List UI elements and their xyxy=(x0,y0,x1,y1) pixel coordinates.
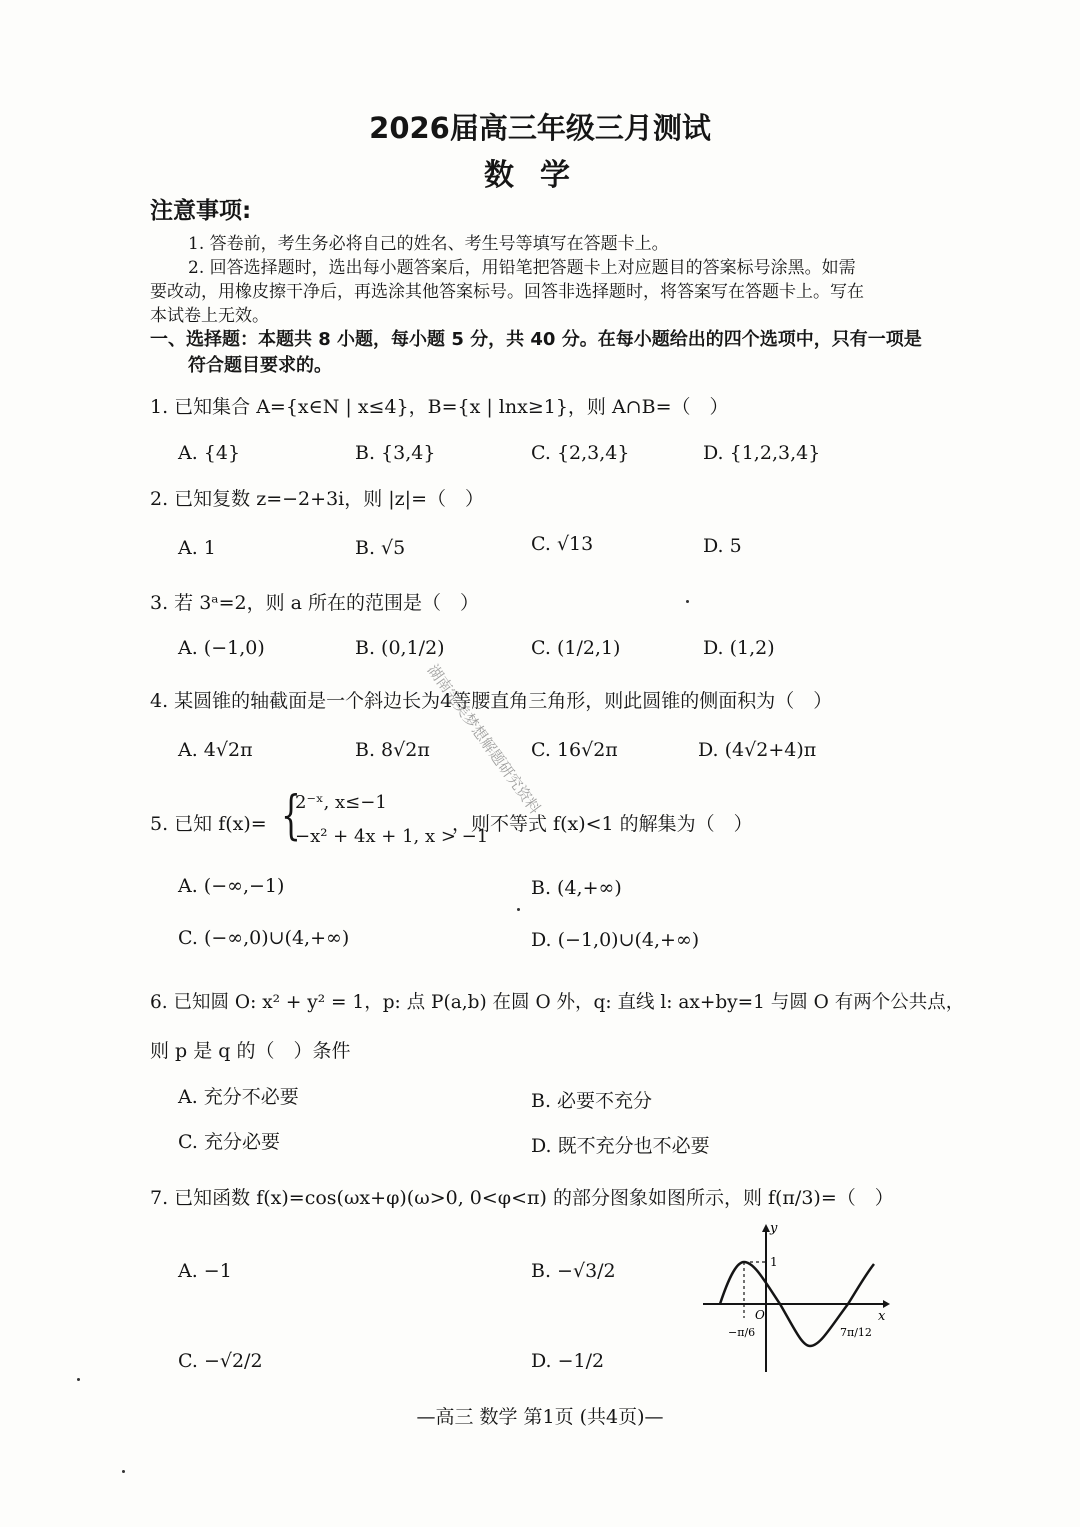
q4-option-d: D. (4√2+4)π xyxy=(698,739,817,761)
question-2-stem: 2. 已知复数 z=−2+3i，则 |z|=（ ） xyxy=(150,488,485,510)
notes-item-2-line-2: 要改动，用橡皮擦干净后，再选涂其他答案标号。回答非选择题时，将答案写在答题卡上。写在 xyxy=(150,282,864,302)
scan-speck xyxy=(686,600,689,603)
q1-option-a: A. {4} xyxy=(178,442,241,464)
q6-option-b: B. 必要不充分 xyxy=(531,1090,653,1112)
notes-item-1: 1. 答卷前，考生务必将自己的姓名、考生号等填写在答题卡上。 xyxy=(188,234,669,254)
scan-speck xyxy=(122,1470,125,1473)
question-6-stem-line-1: 6. 已知圆 O: x² + y² = 1，p: 点 P(a,b) 在圆 O 外，q: 直线 l: ax+by=1 与圆 O 有两个公共点， xyxy=(150,992,965,1013)
q6-option-d: D. 既不充分也不必要 xyxy=(531,1135,710,1157)
question-3-stem: 3. 若 3ᵃ=2，则 a 所在的范围是（ ） xyxy=(150,592,480,614)
q7-option-c: C. −√2/2 xyxy=(178,1350,263,1372)
q5-case-1: 2⁻ˣ, x≤−1 xyxy=(295,792,387,813)
y-axis-arrow xyxy=(762,1224,770,1232)
scan-speck xyxy=(77,1378,80,1381)
q1-option-c: C. {2,3,4} xyxy=(531,442,630,464)
q3-option-d: D. (1,2) xyxy=(703,637,775,659)
scan-speck xyxy=(517,908,520,911)
notes-item-2-line-1: 2. 回答选择题时，选出每小题答案后，用铅笔把答题卡上对应题目的答案标号涂黑。如需 xyxy=(188,258,856,278)
q5-option-a: A. (−∞,−1) xyxy=(178,875,285,897)
q3-option-c: C. (1/2,1) xyxy=(531,637,621,659)
q6-option-c: C. 充分必要 xyxy=(178,1131,280,1153)
q2-option-b: B. √5 xyxy=(355,537,406,559)
notes-heading: 注意事项: xyxy=(150,198,252,224)
section-1-heading: 一、选择题：本题共 8 小题，每小题 5 分，共 40 分。在每小题给出的四个选项中，只有一项是 xyxy=(150,329,922,350)
q7-option-d: D. −1/2 xyxy=(531,1350,605,1372)
cosine-graph xyxy=(698,1222,893,1382)
q2-option-c: C. √13 xyxy=(531,533,594,555)
q3-option-a: A. (−1,0) xyxy=(178,637,265,659)
q5-option-c: C. (−∞,0)∪(4,+∞) xyxy=(178,927,350,949)
tick-right-label: 7π/12 xyxy=(840,1326,872,1339)
watermark: 湖南完美梦想解题研究资料 xyxy=(423,661,545,818)
origin-label: O xyxy=(755,1308,765,1322)
exam-title: 2026届高三年级三月测试 xyxy=(369,111,711,145)
q5-case-2: −x² + 4x + 1, x > −1 xyxy=(295,826,489,847)
question-5-suffix: ，则不等式 f(x)<1 的解集为（ ） xyxy=(452,813,753,835)
q7-option-a: A. −1 xyxy=(178,1260,232,1282)
page-footer: —高三 数学 第1页 (共4页)— xyxy=(416,1406,664,1428)
q4-option-b: B. 8√2π xyxy=(355,739,430,761)
q5-option-b: B. (4,+∞) xyxy=(531,877,622,899)
q3-option-b: B. (0,1/2) xyxy=(355,637,445,659)
x-axis-arrow xyxy=(883,1300,890,1308)
max-label: 1 xyxy=(770,1255,778,1269)
x-axis-label: x xyxy=(878,1309,886,1324)
q6-option-a: A. 充分不必要 xyxy=(178,1086,299,1108)
y-axis-label: y xyxy=(770,1222,778,1236)
q7-option-b: B. −√3/2 xyxy=(531,1260,616,1282)
notes-item-2-line-3: 本试卷上无效。 xyxy=(150,306,269,326)
q5-brace: { xyxy=(281,786,301,846)
q2-option-a: A. 1 xyxy=(178,537,216,559)
q1-option-b: B. {3,4} xyxy=(355,442,436,464)
question-6-stem-line-2: 则 p 是 q 的（ ）条件 xyxy=(150,1040,351,1062)
exam-subject: 数学 xyxy=(484,158,596,193)
question-4-stem: 4. 某圆锥的轴截面是一个斜边长为4等腰直角三角形，则此圆锥的侧面积为（ ） xyxy=(150,690,833,712)
q4-option-c: C. 16√2π xyxy=(531,739,618,761)
q4-option-a: A. 4√2π xyxy=(178,739,253,761)
q2-option-d: D. 5 xyxy=(703,535,742,557)
question-1-stem: 1. 已知集合 A={x∈N | x≤4}，B={x | lnx≥1}，则 A∩B=（ ） xyxy=(150,396,729,418)
tick-left-label: −π/6 xyxy=(728,1326,756,1339)
question-7-stem: 7. 已知函数 f(x)=cos(ωx+φ)(ω>0, 0<φ<π) 的部分图象如图所示，则 f(π/3)=（ ） xyxy=(150,1187,894,1209)
q1-option-d: D. {1,2,3,4} xyxy=(703,442,821,464)
q5-option-d: D. (−1,0)∪(4,+∞) xyxy=(531,929,700,951)
question-5-prefix: 5. 已知 f(x)= xyxy=(150,813,267,835)
section-1-heading-cont: 符合题目要求的。 xyxy=(188,355,332,376)
